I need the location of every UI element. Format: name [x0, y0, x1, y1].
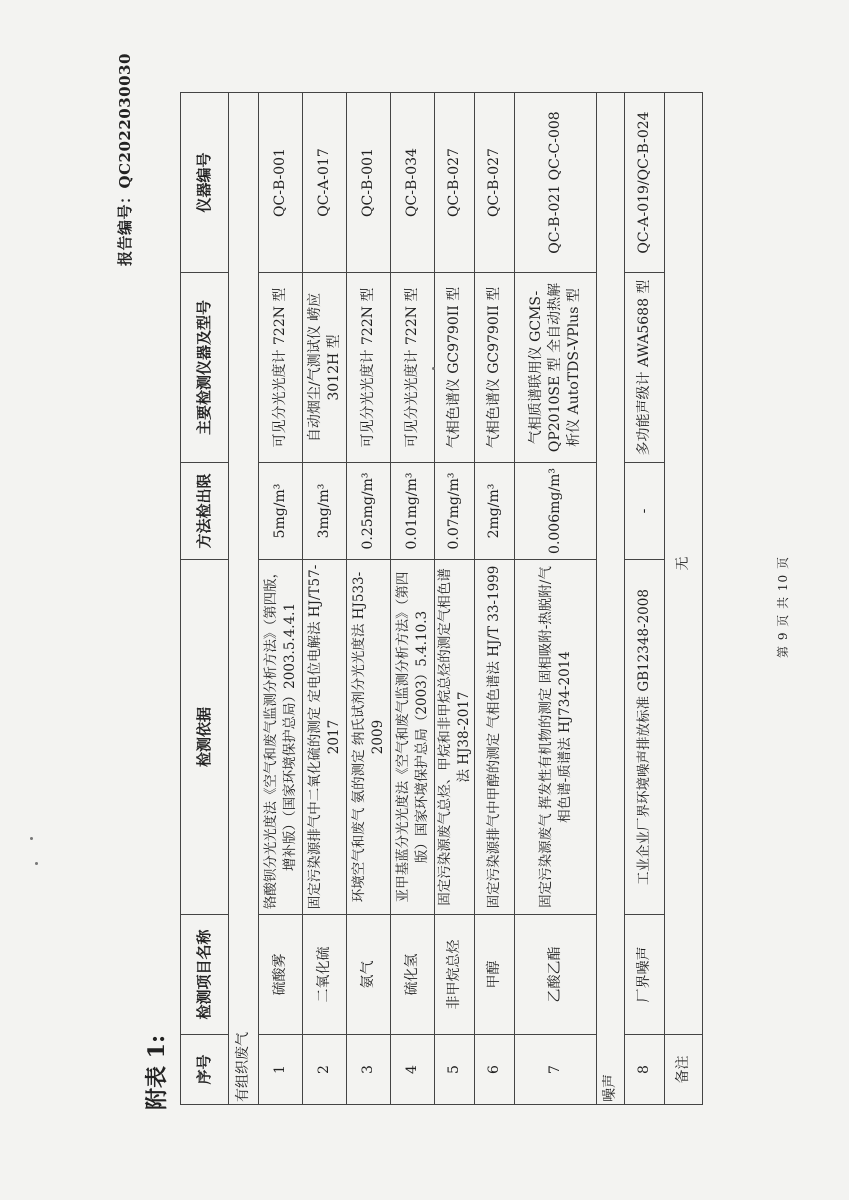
page-footer: 第 9 页 共 10 页	[776, 556, 790, 658]
row-limit: 0.006mg/m³	[515, 463, 597, 560]
table-row	[625, 93, 665, 1105]
table-row	[347, 93, 391, 1105]
row-no: 4	[391, 1035, 435, 1105]
row-item: 非甲烷总烃	[435, 915, 475, 1035]
row-no: 5	[435, 1035, 475, 1105]
row-no: 2	[303, 1035, 347, 1105]
row-no: 6	[475, 1035, 515, 1105]
row-instrument: 可见分光光度计 722N 型	[391, 273, 435, 463]
scan-speck	[432, 367, 435, 370]
row-limit: 0.25mg/m³	[347, 463, 391, 560]
row-limit: 2mg/m³	[475, 463, 515, 560]
remarks-label: 备注	[665, 1035, 703, 1105]
report-number-label: 报告编号：	[116, 188, 134, 266]
remarks-row	[665, 93, 703, 1105]
row-code: QC-B-001	[347, 93, 391, 273]
row-basis: 铬酸钡分光光度法《空气和废气监测分析方法》（第四版，增补版）（国家环境保护总局）2003.5.4.4.1	[259, 560, 303, 915]
row-item: 甲醇	[475, 915, 515, 1035]
row-no: 1	[259, 1035, 303, 1105]
row-code: QC-B-034	[391, 93, 435, 273]
row-basis: 工业企业厂界环境噪声排放标准 GB12348-2008	[625, 560, 665, 915]
table-row	[391, 93, 435, 1105]
row-instrument: 多功能声级计 AWA5688 型	[625, 273, 665, 463]
row-item: 氨气	[347, 915, 391, 1035]
row-no: 8	[625, 1035, 665, 1105]
col-header-code: 仪器编号	[181, 93, 229, 273]
row-no: 3	[347, 1035, 391, 1105]
row-limit: -	[625, 463, 665, 560]
col-header-basis: 检测依据	[181, 560, 229, 915]
group-organized-gas: 有组织废气	[229, 93, 259, 1105]
row-instrument: 可见分光光度计 722N 型	[259, 273, 303, 463]
row-basis: 固定污染源排气中甲醇的测定 气相色谱法 HJ/T 33-1999	[475, 560, 515, 915]
row-limit: 5mg/m³	[259, 463, 303, 560]
row-item: 硫化氢	[391, 915, 435, 1035]
col-header-item: 检测项目名称	[181, 915, 229, 1035]
remarks-value: 无	[665, 93, 703, 1035]
table-row	[259, 93, 303, 1105]
row-instrument: 气相色谱仪 GC9790II 型	[475, 273, 515, 463]
row-code: QC-A-017	[303, 93, 347, 273]
row-code: QC-A-019/QC-B-024	[625, 93, 665, 273]
table-row	[475, 93, 515, 1105]
detection-table	[180, 93, 692, 1105]
row-basis: 亚甲基蓝分光光度法《空气和废气监测分析方法》（第四版）国家环境保护总局（2003）5.4.10.3	[391, 560, 435, 915]
row-limit: 3mg/m³	[303, 463, 347, 560]
row-basis: 环境空气和废气 氨的测定 纳氏试剂分光光度法 HJ533-2009	[347, 560, 391, 915]
row-code: QC-B-027	[435, 93, 475, 273]
row-instrument: 可见分光光度计 722N 型	[347, 273, 391, 463]
row-basis: 固定污染源废气总烃、甲烷和非甲烷总烃的测定气相色谱法 HJ38-2017	[435, 560, 475, 915]
table-header-row	[181, 93, 229, 1105]
row-code: QC-B-001	[259, 93, 303, 273]
table-row	[435, 93, 475, 1105]
scan-speck	[30, 837, 33, 840]
table-row	[515, 93, 597, 1105]
row-code: QC-B-027	[475, 93, 515, 273]
group-noise: 噪声	[597, 93, 625, 1105]
col-header-instrument: 主要检测仪器及型号	[181, 273, 229, 463]
row-limit: 0.01mg/m³	[391, 463, 435, 560]
row-basis: 固定污染源排气中二氧化硫的测定 定电位电解法 HJ/T57-2017	[303, 560, 347, 915]
row-basis: 固定污染源废气 挥发性有机物的测定 固相吸附-热脱附/气相色谱-质谱法 HJ734-2014	[515, 560, 597, 915]
row-item: 乙酸乙酯	[515, 915, 597, 1035]
row-item: 厂界噪声	[625, 915, 665, 1035]
col-header-no: 序号	[181, 1035, 229, 1105]
row-instrument: 气相质谱联用仪 GCMS-QP2010SE 型 全自动热解析仪 AutoTDS-VPlus 型	[515, 273, 597, 463]
row-limit: 0.07mg/m³	[435, 463, 475, 560]
row-no: 7	[515, 1035, 597, 1105]
row-code: QC-B-021 QC-C-008	[515, 93, 597, 273]
appendix-title: 附表 1:	[144, 1034, 170, 1110]
report-number	[114, 53, 135, 266]
row-item: 硫酸雾	[259, 915, 303, 1035]
report-number-value: QC2022030030	[116, 53, 134, 189]
table-row	[303, 93, 347, 1105]
row-instrument: 气相色谱仪 GC9790II 型	[435, 273, 475, 463]
col-header-limit: 方法检出限	[181, 463, 229, 560]
row-instrument: 自动烟尘/气测试仪 崂应 3012H 型	[303, 273, 347, 463]
scan-speck	[35, 862, 38, 865]
row-item: 二氧化硫	[303, 915, 347, 1035]
